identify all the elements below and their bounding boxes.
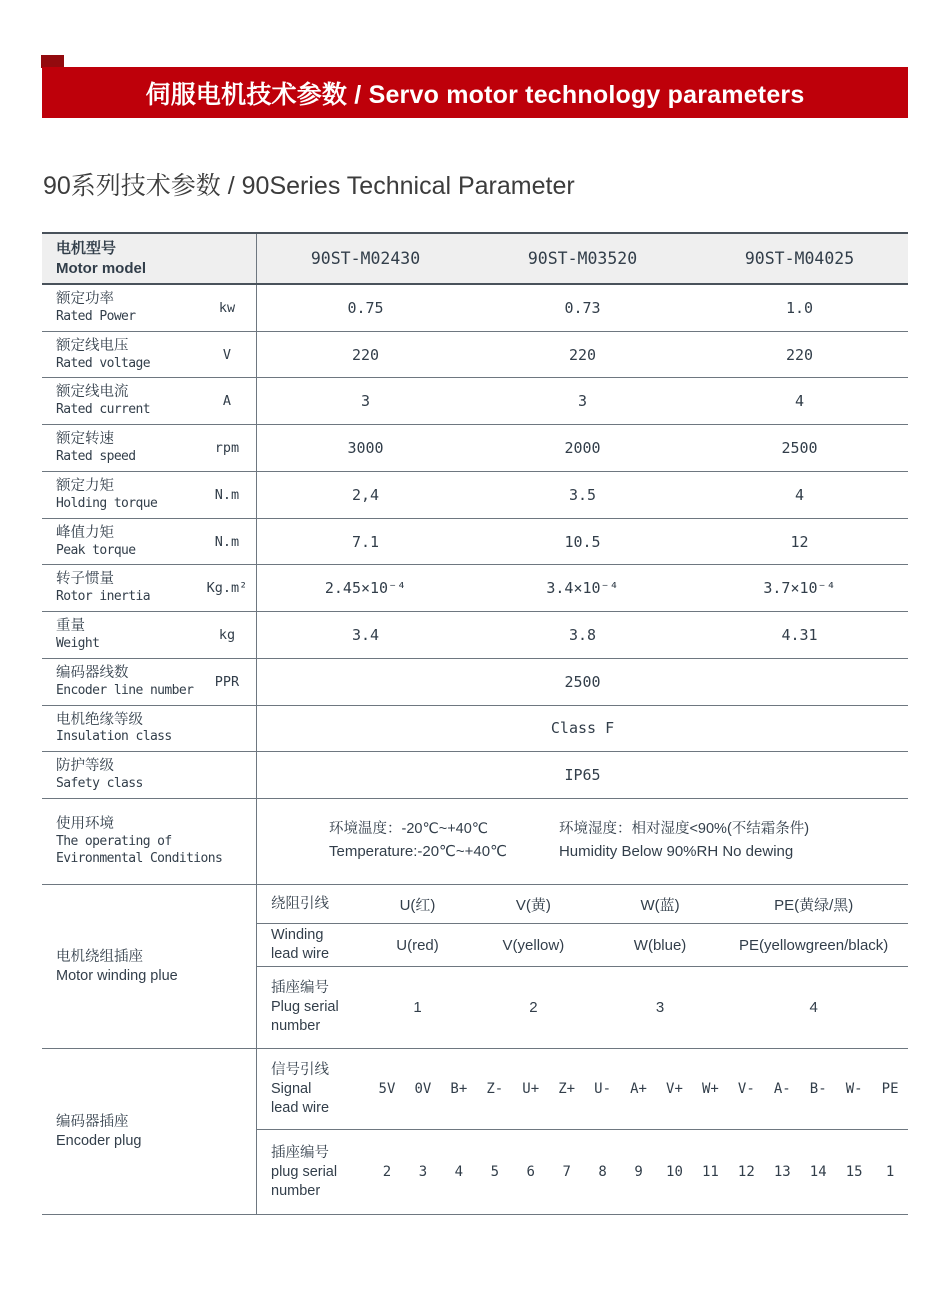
section-motor-winding-plug [42,885,908,1049]
cell-value: 3 [360,392,371,411]
environment-humidity [559,819,809,863]
serial-cell: 3 [655,999,665,1017]
signal-cell: A- [773,1081,791,1098]
header-banner [42,67,908,118]
section-label-cn: 电机绕组插座 [56,948,143,965]
wire-cell: U(red) [396,936,439,954]
table-row-environment [42,799,908,885]
row-label-cn: 使用环境 [56,816,114,833]
cell-value: 3.4×10⁻⁴ [546,579,619,598]
signal-cell: 0V [414,1081,432,1098]
row-unit: kw [218,299,236,316]
signal-cell: PE [881,1081,899,1098]
row-unit: Kg.m² [206,580,248,597]
humidity-en: Humidity Below 90%RH No dewing [558,843,794,861]
wire-cell: V(黄) [515,896,551,914]
header-label-en: Motor model [56,259,146,277]
row-label-cn: 额定线电流 [56,384,129,401]
cell-value: 4 [794,392,805,411]
serial-cell: 12 [737,1164,755,1181]
serial-cell: 1 [885,1164,895,1181]
table-row-weight [42,612,908,659]
section-label-en: Encoder plug [56,1132,142,1149]
wire-cell: PE(黄绿/黑) [774,896,854,914]
serial-cell: 5 [490,1164,499,1181]
cell-value: 0.75 [347,298,384,317]
cell-value-merged: Class F [550,719,615,738]
serial-cell: 8 [598,1164,607,1181]
cell-value: 220 [568,345,597,364]
row-label-en: Safety class [56,776,143,792]
wire-cell: PE(yellowgreen/black) [739,936,889,954]
serial-cell: 14 [809,1164,827,1181]
row-label-cn: 编码器线数 [56,664,129,681]
environment-temperature [329,819,507,863]
row-label-cn: 转子惯量 [56,571,114,588]
table-row-rotor-inertia [42,565,908,612]
section-label-cn: 编码器插座 [56,1113,129,1130]
subrow-label: 插座编号 plug serial number [271,1144,338,1199]
row-unit: PPR [214,673,240,690]
cell-value: 10.5 [564,532,601,551]
cell-value-merged: IP65 [564,766,601,785]
row-unit: A [222,393,232,410]
row-label-cn: 防护等级 [56,758,114,775]
cell-value: 220 [351,345,380,364]
signal-cell: Z+ [558,1081,576,1098]
serial-cell: 2 [382,1164,392,1181]
row-label-en: Holding torque [56,495,158,511]
cell-value: 4.31 [781,626,818,644]
row-label-cn: 额定线电压 [56,337,129,354]
table-row-safety-class [42,752,908,799]
serial-cell: 3 [418,1164,428,1181]
cell-value: 3.8 [568,626,597,644]
row-label-cn: 电机绝缘等级 [56,711,143,728]
row-label-en: Encoder line number [56,682,194,698]
row-label-en: Weight [56,635,100,651]
row-unit: N.m [214,486,240,503]
cell-value: 3.5 [568,485,597,504]
encoder-signal-row [257,1049,908,1130]
row-unit: rpm [214,440,240,457]
cell-value: 2.45×10⁻⁴ [324,579,407,598]
row-label-en: Insulation class [56,729,172,745]
table-header-row [42,234,908,285]
header-label-cn: 电机型号 [56,240,117,257]
temperature-cn: 环境温度：-20℃~+40℃ [329,821,489,838]
subrow-label: 信号引线 Signal lead wire [271,1061,330,1116]
spec-table [42,232,908,1215]
table-row-holding-torque [42,472,908,519]
row-label-en: Rated speed [56,449,136,465]
model-name: 90ST-M03520 [527,249,638,268]
winding-wire-row-cn [257,885,908,924]
cell-value: 7.1 [351,532,380,551]
serial-cell: 1 [413,999,422,1017]
signal-cell: U+ [522,1081,540,1098]
serial-cell: 6 [526,1164,535,1181]
row-unit: V [222,346,232,363]
wire-cell: V(yellow) [502,936,565,954]
signal-cell: A+ [630,1081,647,1098]
cell-value: 3 [577,392,588,411]
temperature-en: Temperature:-20℃~+40℃ [329,843,507,861]
cell-value: 3.4 [351,626,380,644]
page-title: 90系列技术参数 / 90Series Technical Parameter [43,172,575,200]
cell-value: 2500 [781,439,818,458]
serial-cell: 11 [701,1164,719,1181]
table-row-peak-torque [42,519,908,566]
row-label-en: Rotor inertia [56,589,150,605]
row-label-en: Evironmental Conditions [56,851,223,866]
row-label-cn: 重量 [56,618,85,635]
cell-value: 12 [790,532,809,551]
serial-cell: 9 [634,1164,643,1181]
winding-serial-row [257,967,908,1048]
winding-wire-row-en [257,924,908,967]
table-row-rated-voltage [42,332,908,379]
table-row-encoder-line-number [42,659,908,706]
serial-cell: 7 [562,1164,571,1181]
row-label-cn: 额定力矩 [56,477,114,494]
signal-cell: W+ [701,1081,719,1098]
cell-value-merged: 2500 [564,672,601,691]
header-label-cell [42,234,257,283]
table-row-rated-current [42,378,908,425]
signal-cell: V- [737,1081,755,1098]
cell-value: 2000 [564,439,601,458]
table-row-rated-power [42,285,908,332]
row-unit: N.m [214,533,240,550]
row-label-cn: 额定功率 [56,291,114,307]
serial-cell: 2 [529,999,538,1017]
section-label-en: Motor winding plue [56,967,178,984]
humidity-cn: 环境湿度：相对湿度<90%(不结霜条件) [558,821,810,838]
serial-cell: 13 [773,1164,791,1181]
cell-value: 220 [785,345,814,364]
model-name: 90ST-M02430 [310,249,421,268]
row-unit: kg [218,627,236,643]
banner-title: 伺服电机技术参数 / Servo motor technology parameters [145,80,805,109]
table-row-rated-speed [42,425,908,472]
cell-value: 3.7×10⁻⁴ [763,579,836,598]
signal-cell: U- [594,1081,612,1098]
signal-cell: 5V [378,1081,396,1098]
cell-value: 4 [794,485,805,504]
serial-cell: 4 [454,1164,464,1181]
cell-value: 0.73 [564,298,601,317]
row-label-en: Rated current [56,402,150,418]
row-label-cn: 额定转速 [56,431,114,448]
wire-cell: W(蓝) [640,896,680,914]
row-label-en: Peak torque [56,542,136,558]
subrow-label: Winding lead wire [271,927,330,963]
section-encoder-plug [42,1049,908,1215]
row-label-en: The operating of [56,834,172,850]
encoder-serial-row [257,1130,908,1214]
subrow-label: 插座编号 Plug serial number [271,980,339,1034]
model-name: 90ST-M04025 [744,249,855,268]
signal-cell: V+ [666,1081,683,1098]
table-row-insulation-class [42,706,908,753]
row-label-en: Rated voltage [56,355,150,371]
cell-value: 3000 [347,439,384,458]
signal-cell: Z- [486,1081,504,1098]
serial-cell: 10 [666,1164,683,1181]
signal-cell: B+ [450,1081,468,1098]
wire-cell: U(红) [399,896,436,914]
signal-cell: W- [845,1081,863,1098]
cell-value: 2,4 [351,485,380,504]
wire-cell: W(blue) [633,936,687,954]
row-label-en: Rated Power [56,308,136,324]
subrow-label: 绕阻引线 [271,895,329,912]
serial-cell: 4 [809,999,818,1017]
signal-cell: B- [809,1081,827,1098]
row-label-cn: 峰值力矩 [56,524,114,541]
cell-value: 1.0 [785,298,814,317]
serial-cell: 15 [845,1164,863,1181]
